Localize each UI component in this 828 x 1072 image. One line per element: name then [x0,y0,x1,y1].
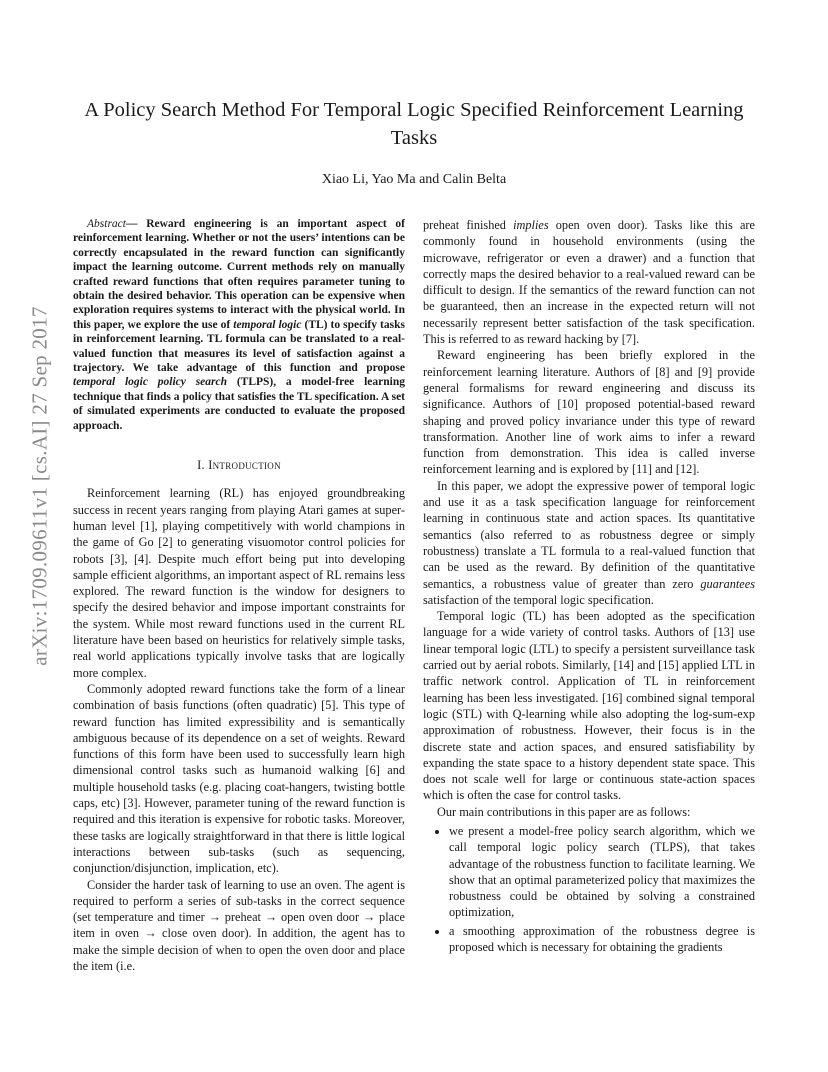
paragraph-text: satisfaction of the temporal logic specification. [423,592,654,607]
abstract-text-2: (TL) to specify tasks in reinforcement learning. TL formula can be translated to a real-valued function that measures its level of satisfaction against a trajectory. We take advantage of this function and propose [73,318,405,375]
contributions-list [423,823,755,955]
author-list: Xiao Li, Yao Ma and Calin Belta [321,172,507,187]
section-heading-introduction [73,457,405,473]
intro-paragraph-5: Reward engineering has been briefly explored in the reinforcement learning literature. Authors of [8] and [9] provide general formalisms for reward engineering and discuss its significance. Authors of [10] proposed potential-based reward shaping and proved policy invariance under this type of reward transformation. Another line of work aims to infer a reward function from demonstration. This idea is called inverse reinforcement learning and is explored by [11] and [12]. [423,348,755,477]
abstract-text-3: (TLPS), a model-free learning technique that finds a policy that satisfies the TL specification. A set of simulated experiments are conducted to evaluate the proposed approach. [73,376,405,432]
paragraph-text: open oven door). Tasks like this are commonly found in household environments (using the microwave, refrigerator or even a drawer) and a function that correctly maps the desired behavior to a real-valued reward can be difficult to design. If the semantics of the reward function can not be guaranteed, then an increase in the expected return will not necessarily represent better satisfaction of the task specification. This is referred to as reward hacking by [7]. [423,218,755,347]
abstract [73,217,405,433]
arxiv-sidebar [22,296,58,676]
paragraph-text: preheat finished [423,218,514,232]
arxiv-identifier: arXiv:1709.09611v1 [cs.AI] 27 Sep 2017 [27,306,52,666]
paragraph-text: In this paper, we adopt the expressive power of temporal logic and use it as a task specification language for reinforcement learning in continuous state and action spaces. Its quantitative semantics (also referred to as robustness degree or simply robustness) translate a TL formula to a real-valued function that can be used as the reward. By definition of the quantitative semantics, a robustness value of greater than zero [423,478,755,591]
intro-paragraph-7: Temporal logic (TL) has been adopted as the specification language for a wide variety of control tasks. Authors of [13] use linear temporal logic (LTL) to specify a persistent surveillance task carried out by aerial robots. Similarly, [14] and [15] applied LTL in traffic network control. Application of TL in reinforcement learning has been less investigated. [16] combined signal temporal logic (STL) with Q-learning while also adopting the log-sum-exp approximation of robustness. However, their focus is in the discrete state and action spaces, and ensured satisfiability by expanding the state space to a history dependent state space. This does not scale well for large or continuous state-action spaces which is often the case for control tasks. [423,609,755,803]
abstract-emphasis-2: temporal logic policy search [73,376,228,389]
right-column [423,217,755,957]
intro-paragraph-2: Commonly adopted reward functions take the form of a linear combination of basis functions (often quadratic) [5]. This type of reward function has limited expressibility and is semantically ambiguous because of its dependence on a set of weights. Reward functions of this form have been used to successfully learn high dimensional control tasks such as humanoid walking [6] and multiple household tasks (e.g. placing coat-hangers, twisting bottle caps, etc) [3]. However, parameter tuning of the reward function is required and this iteration is expensive for robotic tasks. Moreover, these tasks are logically straightforward in that there is little logical interactions between sub-tasks (such as sequencing, conjunction/disjunction, implication, etc). [73,681,405,876]
intro-paragraph-6 [423,478,755,608]
paper-title: A Policy Search Method For Temporal Logic Specified Reinforcement Learning Tasks [84,99,744,149]
intro-paragraph-3: Consider the harder task of learning to use an oven. The agent is required to perform a series of sub-tasks in the correct sequence (set temperature and timer → preheat → open oven door → place item in oven → close oven door). In addition, the agent has to make the simple decision of when to open the oven door and place the item (i.e. [73,877,405,973]
section-number: I. [197,458,205,473]
abstract-text-1: — Reward engineering is an important aspect of reinforcement learning. Whether or not the users’ intentions can be correctly encapsulated in the reward function can significantly impact the learning outcome. Current methods rely on manually crafted reward functions that often requires parameter tuning to obtain the desired behavior. This operation can be expensive when exploration requires systems to interact with the physical world. In this paper, we explore the use of [73,218,405,331]
left-column [73,217,405,974]
intro-paragraph-1: Reinforcement learning (RL) has enjoyed groundbreaking success in recent years ranging from playing Atari games at super-human level [1], playing competitively with world champions in the game of Go [2] to generating visuomotor control policies for robots [3], [4]. Despite much effort being put into developing sample efficient algorithms, an important aspect of RL remains less explored. The reward function is the window for designers to specify the desired behavior and impose important constraints for the system. While most reward functions used in the current RL literature have been based on heuristics for relatively simple tasks, real world applications typically involve tasks that are logically more complex. [73,486,405,680]
section-title: Introduction [208,458,281,473]
list-item: • a smoothing approximation of the robustness degree is proposed which is necessary for obtaining the gradients [449,923,755,956]
paragraph-emphasis: implies [513,218,549,232]
intro-paragraph-8: Our main contributions in this paper are as follows: [437,804,691,819]
list-item: • we present a model-free policy search algorithm, which we call temporal logic policy search (TLPS), that takes advantage of the robustness function to facilitate learning. We show that an optimal parameterized policy that maximizes the robustness could be obtained by solving a constrained optimization, [449,823,755,921]
intro-paragraph-4 [423,217,755,347]
abstract-label: Abstract [87,218,126,230]
paragraph-emphasis: guarantees [700,576,755,591]
abstract-emphasis-1: temporal logic [233,318,302,331]
